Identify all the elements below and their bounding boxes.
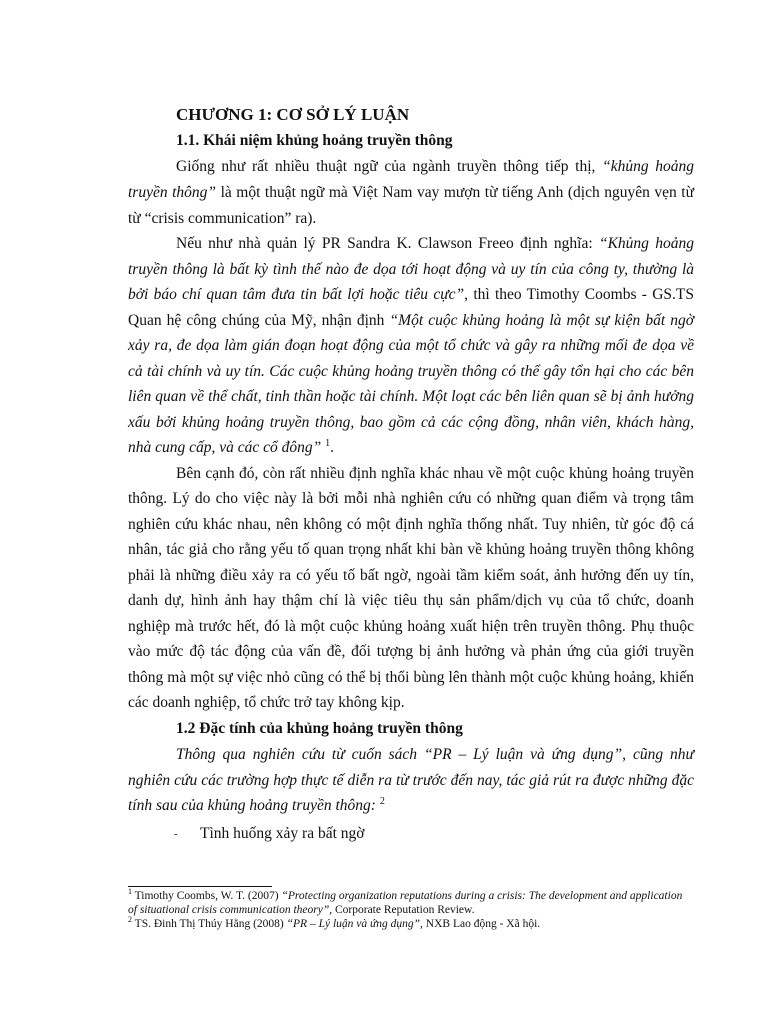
footnote-text: TS. Đinh Thị Thúy Hằng (2008) [132,918,287,930]
footnote-text: , Corporate Reputation Review. [329,904,475,916]
section-heading-1-1: 1.1. Khái niệm khủng hoảng truyền thông [176,132,453,149]
footnote-text: Timothy Coombs, W. T. (2007) [132,890,282,902]
footnote-2 [128,917,694,931]
footnote-separator [128,886,272,887]
footnote-title: “PR – Lý luận và ứng dụng” [286,918,421,930]
bullet-marker: - [174,828,178,841]
page-body [128,102,694,847]
italic-quote: “Một cuộc khủng hoảng là một sự kiện bất ngờ xảy ra, đe dọa làm gián đoạn hoạt động của một tổ chức và gây ra những mối đe dọa về cả tài chính và uy tín. Các cuộc khủng hoảng truyền thông có thể gây tổn hại cho các bên liên quan về thể chất, tinh thần hoặc tài chính. Một loạt các bên liên quan sẽ bị ảnh hưởng xấu bởi khủng hoảng truyền thông, bao gồm cả các cộng đồng, nhân viên, khách hàng, nhà cung cấp, và các cổ đông” [128,311,694,457]
paragraph-1-1-b [128,231,694,461]
italic-paragraph: Thông qua nghiên cứu từ cuốn sách “PR – Lý luận và ứng dụng”, cũng như nghiên cứu các trường hợp thực tế diễn ra từ trước đến nay, tác giả rút ra được những đặc tính sau của khủng hoảng truyền thông: [128,745,694,815]
paragraph-1-1-c: Bên cạnh đó, còn rất nhiều định nghĩa khác nhau về một cuộc khủng hoảng truyền thông. Lý do cho việc này là bởi mỗi nhà nghiên cứu có những quan điểm và trọng tâm nghiên cứu khác nhau, nên không có một định nghĩa thống nhất. Tuy nhiên, từ góc độ cá nhân, tác giả cho rằng yếu tố quan trọng nhất khi bàn về khủng hoảng truyền thông không phải là những điều xảy ra có yếu tố bất ngờ, ngoài tầm kiểm soát, ảnh hưởng đến uy tín, danh dự, hình ảnh hay thậm chí là việc tiêu thụ sản phẩm/dịch vụ của tổ chức, doanh nghiệp mà trước hết, đó là một cuộc khủng hoảng xuất hiện trên truyền thông. Phụ thuộc vào mức độ tác động của vấn đề, đối tượng bị ảnh hưởng và phản ứng của giới truyền thông mà một sự việc nhỏ cũng có thể bị thổi bùng lên thành một cuộc khủng hoảng, khiến các doanh nghiệp, tổ chức trở tay không kịp. [128,464,694,712]
list-item-text: Tình huống xảy ra bất ngờ [200,825,365,843]
footnote-number: 2 [128,915,132,925]
text-run: là một thuật ngữ mà Việt Nam vay mượn từ tiếng Anh (dịch nguyên vẹn từ từ “crisis communication” ra). [128,183,694,227]
chapter-title: CHƯƠNG 1: CƠ SỞ LÝ LUẬN [176,105,410,124]
footnote-text: , NXB Lao động - Xã hội. [420,918,541,930]
footnotes [128,889,694,931]
italic-quote: “Khủng hoảng truyền thông là bất kỳ tình thế nào đe dọa tới hoạt động và uy tín của công ty, thường là bởi báo chí quan tâm đưa tin bất lợi hoặc tiêu cực” [128,235,694,304]
paragraph-1-2-a [128,742,694,819]
footnote-1 [128,889,694,917]
footnote-number: 1 [128,887,132,897]
section-heading-1-2: 1.2 Đặc tính của khủng hoảng truyền thông [176,719,463,737]
italic-term: “khủng hoảng truyền thông” [128,158,694,201]
text-run: , thì theo Timothy Coombs - GS.TS Quan hệ công chúng của Mỹ, nhận định [128,286,694,329]
paragraph-1-1-a [128,154,694,231]
text-run: . [330,439,335,457]
list-item [128,821,694,847]
footnote-title: “Protecting organization reputations during a crisis: The development and application of situational crisis communication theory” [128,890,683,916]
text-run: Giống như rất nhiều thuật ngữ của ngành truyền thông tiếp thị, [176,158,603,175]
text-run: Nếu như nhà quản lý PR Sandra K. Clawson Freeo định nghĩa: [176,235,599,253]
footnote-ref-1[interactable]: 1 [325,438,331,450]
footnote-ref-2[interactable]: 2 [379,796,385,808]
